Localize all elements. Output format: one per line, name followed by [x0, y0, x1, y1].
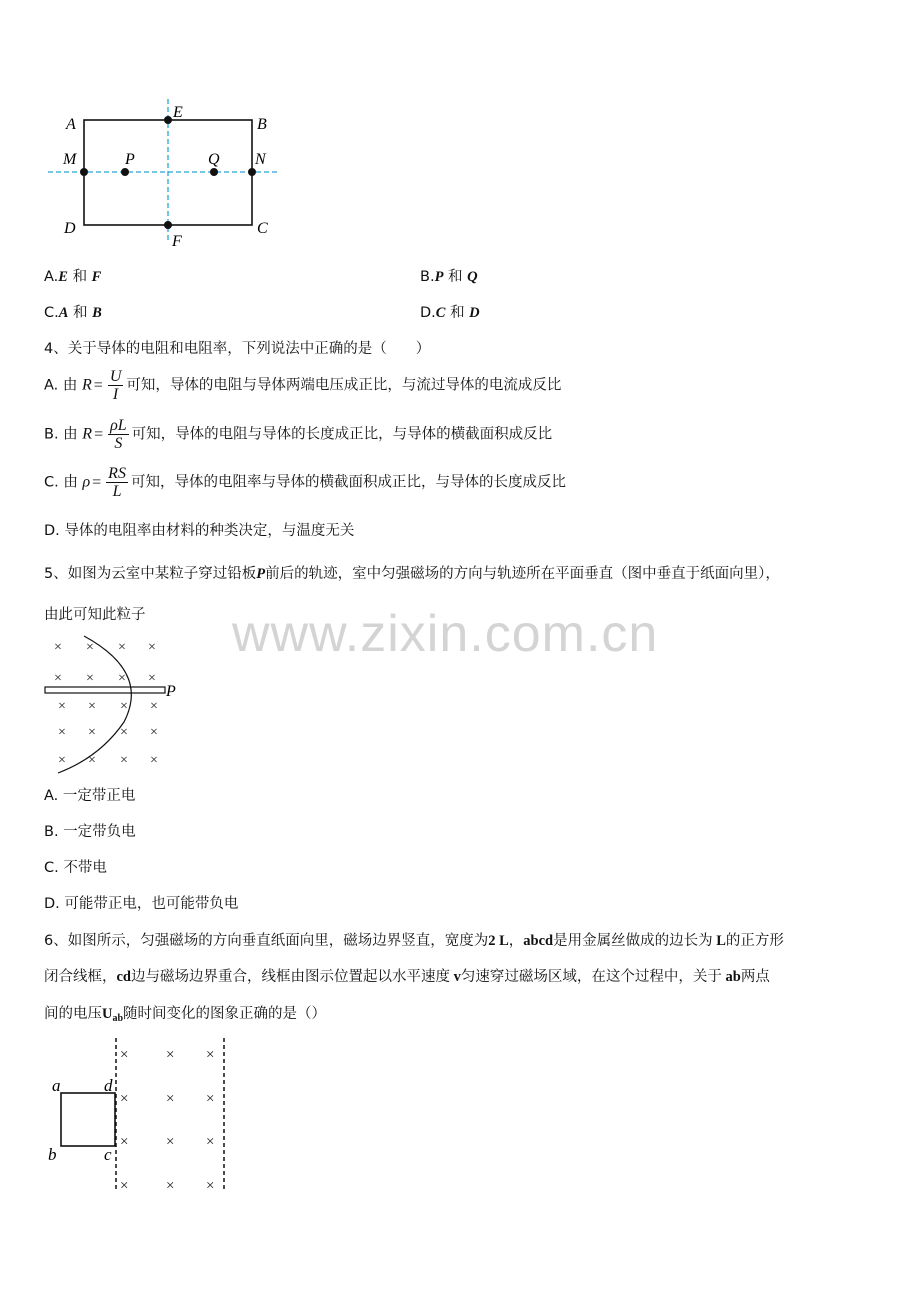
svg-text:×: ×: [166, 1091, 175, 1107]
q6-stem-line2: 闭合线框，cd边与磁场边界重合，线框由图示位置起以水平速度 v匀速穿过磁场区域，在这个过程中，关于 ab两点: [44, 969, 770, 985]
q6-stem-line1: 6、如图所示，匀强磁场的方向垂直纸面向里，磁场边界竖直，宽度为2 L，abcd是用金属丝做成的边长为 L的正方形: [44, 933, 784, 949]
svg-text:×: ×: [206, 1134, 215, 1150]
q4-option-a: A. 由 R = $\frac{U}{I}$ 可知，导体的电阻与导体两端电压成正比，与流过导体的电流成反比: [44, 368, 562, 403]
q5-stem-line1: 5、如图为云室中某粒子穿过铅板P前后的轨迹，室中匀强磁场的方向与轨迹所在平面垂直（图中垂直于纸面向里），: [44, 566, 780, 582]
point-n: [248, 168, 256, 176]
svg-text:×: ×: [54, 640, 62, 655]
q6-stem-line3: 间的电压$U_{ab}$随时间变化的图象正确的是（）: [44, 1006, 327, 1024]
q4-option-b: B. 由 R = $\frac{\rho L}{S}$ 可知，导体的电阻与导体的长度成正比，与导体的横截面积成反比: [44, 417, 553, 452]
svg-text:×: ×: [86, 671, 94, 686]
svg-text:×: ×: [54, 671, 62, 686]
square-loop-abcd: [61, 1093, 115, 1146]
label-e: E: [173, 104, 183, 121]
svg-text:×: ×: [58, 725, 66, 740]
label-b: b: [48, 1145, 57, 1164]
q3-option-b: B.P 和 Q: [420, 269, 478, 285]
q5-option-d: D. 可能带正电，也可能带负电: [44, 896, 239, 912]
fraction-u-over-i: $\frac{U}{I}$: [109, 368, 122, 403]
label-a: A: [66, 116, 76, 133]
square-loop-figure: [40, 1036, 240, 1196]
svg-text:×: ×: [120, 1134, 129, 1150]
q5-option-a: A. 一定带正电: [44, 788, 136, 804]
point-p: [121, 168, 129, 176]
q4-option-d: D. 导体的电阻率由材料的种类决定，与温度无关: [44, 523, 355, 539]
point-e: [164, 116, 172, 124]
svg-text:×: ×: [58, 699, 66, 714]
label-b: B: [257, 116, 267, 133]
svg-text:×: ×: [120, 1091, 129, 1107]
svg-text:×: ×: [88, 753, 96, 768]
q5-option-b: B. 一定带负电: [44, 824, 136, 840]
point-f: [164, 221, 172, 229]
q4-option-c: C. 由 ρ = $\frac{RS}{L}$ 可知，导体的电阻率与导体的横截面积成正比，与导体的长度成反比: [44, 465, 566, 500]
watermark: www.zixin.com.cn: [232, 605, 659, 663]
svg-text:×: ×: [86, 640, 94, 655]
label-f: F: [172, 233, 182, 250]
label-n: N: [255, 151, 266, 168]
svg-text:×: ×: [120, 753, 128, 768]
svg-text:×: ×: [166, 1134, 175, 1150]
fraction-rs-over-l: $\frac{RS}{L}$: [108, 465, 126, 500]
svg-text:×: ×: [120, 725, 128, 740]
label-c: c: [104, 1145, 112, 1164]
svg-text:×: ×: [118, 671, 126, 686]
svg-text:×: ×: [206, 1178, 215, 1194]
cloud-chamber-figure: [40, 632, 190, 777]
svg-text:×: ×: [166, 1047, 175, 1063]
q3-option-d: D.C 和 D: [420, 305, 480, 321]
q4-stem: 4、关于导体的电阻和电阻率，下列说法中正确的是（ ）: [44, 341, 431, 357]
q3-option-c: C.A 和 B: [44, 305, 102, 321]
svg-text:×: ×: [118, 640, 126, 655]
label-d: D: [64, 220, 76, 237]
svg-text:×: ×: [150, 753, 158, 768]
label-a: a: [52, 1076, 61, 1095]
svg-text:×: ×: [206, 1047, 215, 1063]
fraction-rhol-over-s: $\frac{\rho L}{S}$: [110, 417, 127, 452]
label-p: P: [125, 151, 135, 168]
lead-plate: [45, 687, 165, 693]
point-q: [210, 168, 218, 176]
plate-label-p: P: [166, 683, 176, 700]
rectangle-points-figure: [40, 95, 300, 255]
svg-text:×: ×: [150, 699, 158, 714]
svg-text:×: ×: [120, 699, 128, 714]
point-m: [80, 168, 88, 176]
label-c: C: [257, 220, 268, 237]
svg-text:×: ×: [148, 671, 156, 686]
svg-text:×: ×: [58, 753, 66, 768]
magnetic-field-crosses: [120, 1047, 214, 1194]
label-m: M: [63, 151, 77, 168]
svg-text:×: ×: [166, 1178, 175, 1194]
svg-text:×: ×: [120, 1047, 129, 1063]
q5-option-c: C. 不带电: [44, 860, 107, 876]
svg-text:×: ×: [88, 699, 96, 714]
label-q: Q: [208, 151, 220, 168]
svg-text:×: ×: [88, 725, 96, 740]
label-d: d: [104, 1076, 113, 1095]
svg-text:×: ×: [150, 725, 158, 740]
q5-stem-line2: 由此可知此粒子: [44, 607, 146, 623]
svg-text:×: ×: [206, 1091, 215, 1107]
q3-option-a: A.E 和 F: [44, 269, 102, 285]
svg-text:×: ×: [148, 640, 156, 655]
svg-text:×: ×: [120, 1178, 129, 1194]
magnetic-field-crosses: [54, 640, 158, 768]
